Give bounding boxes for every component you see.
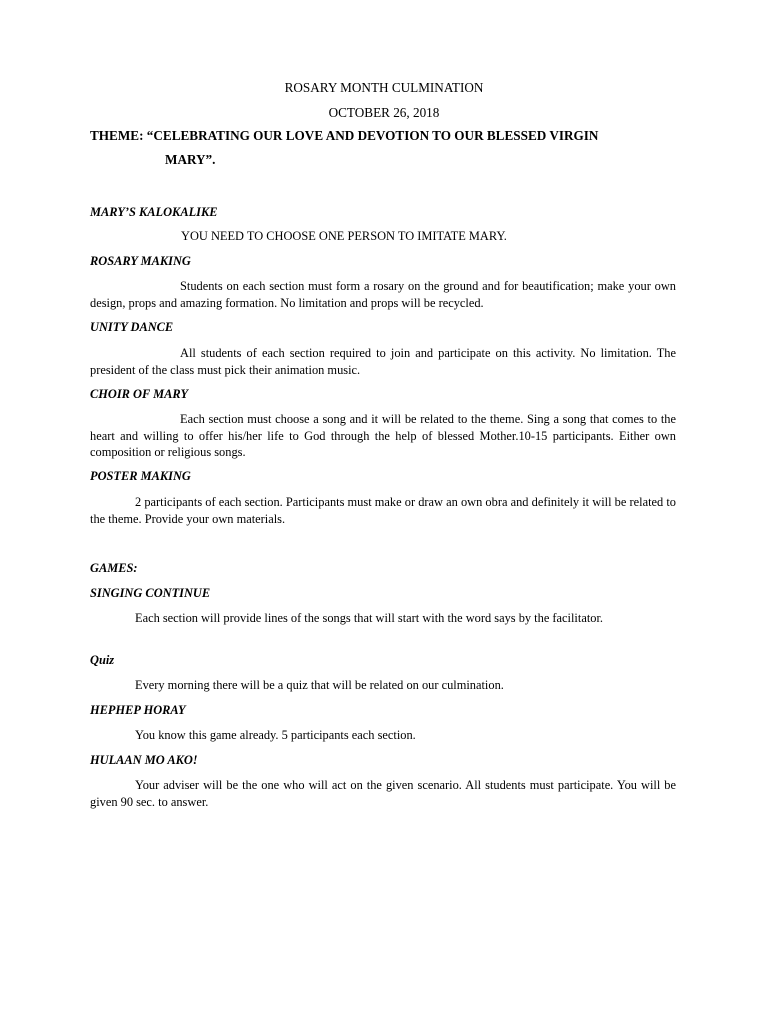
document-title: ROSARY MONTH CULMINATION [284,80,484,95]
section-text-poster-making: 2 participants of each section. Participants must make or draw an own obra and definitely it will be related to the theme. Provide your own materials. [90,495,676,526]
game-text-hephep-horay: You know this game already. 5 participants each section. [135,728,416,742]
document-date: OCTOBER 26, 2018 [328,105,440,120]
section-text-unity-dance: All students of each section required to join and participate on this activity. No limitation. The president of the class must pick their animation music. [90,346,676,377]
game-heading-hephep-horay: HEPHEP HORAY [90,703,186,717]
section-text-choir-of-mary: Each section must choose a song and it will be related to the theme. Sing a song that comes to the heart and willing to offer his/her life to God through the help of blessed Mother.10-15 participants. Either own composition or religious songs. [90,412,676,460]
game-heading-quiz: Quiz [90,653,115,667]
theme-line-1: THEME: “CELEBRATING OUR LOVE AND DEVOTION TO OUR BLESSED VIRGIN [90,128,599,143]
section-heading-choir-of-mary: CHOIR OF MARY [90,387,189,401]
game-heading-hulaan-mo-ako: HULAAN MO AKO! [90,753,198,767]
section-text-rosary-making: Students on each section must form a rosary on the ground and for beautification; make your own design, props and amazing formation. No limitation and props will be recycled. [90,279,676,310]
games-label: GAMES: [90,561,138,575]
game-text-singing-continue: Each section will provide lines of the songs that will start with the word says by the facilitator. [135,611,603,625]
section-heading-poster-making: POSTER MAKING [90,469,191,483]
section-heading-kalokalike: MARY’S KALOKALIKE [90,205,218,219]
game-text-quiz: Every morning there will be a quiz that will be related on our culmination. [135,678,504,692]
section-heading-unity-dance: UNITY DANCE [90,320,174,334]
theme-line-2: MARY”. [165,152,216,167]
game-text-hulaan-mo-ako: Your adviser will be the one who will act on the given scenario. All students must participate. You will be given 90 sec. to answer. [90,778,676,809]
game-heading-singing-continue: SINGING CONTINUE [90,586,211,600]
section-text-kalokalike: YOU NEED TO CHOOSE ONE PERSON TO IMITATE MARY. [181,229,507,243]
section-heading-rosary-making: ROSARY MAKING [90,254,191,268]
